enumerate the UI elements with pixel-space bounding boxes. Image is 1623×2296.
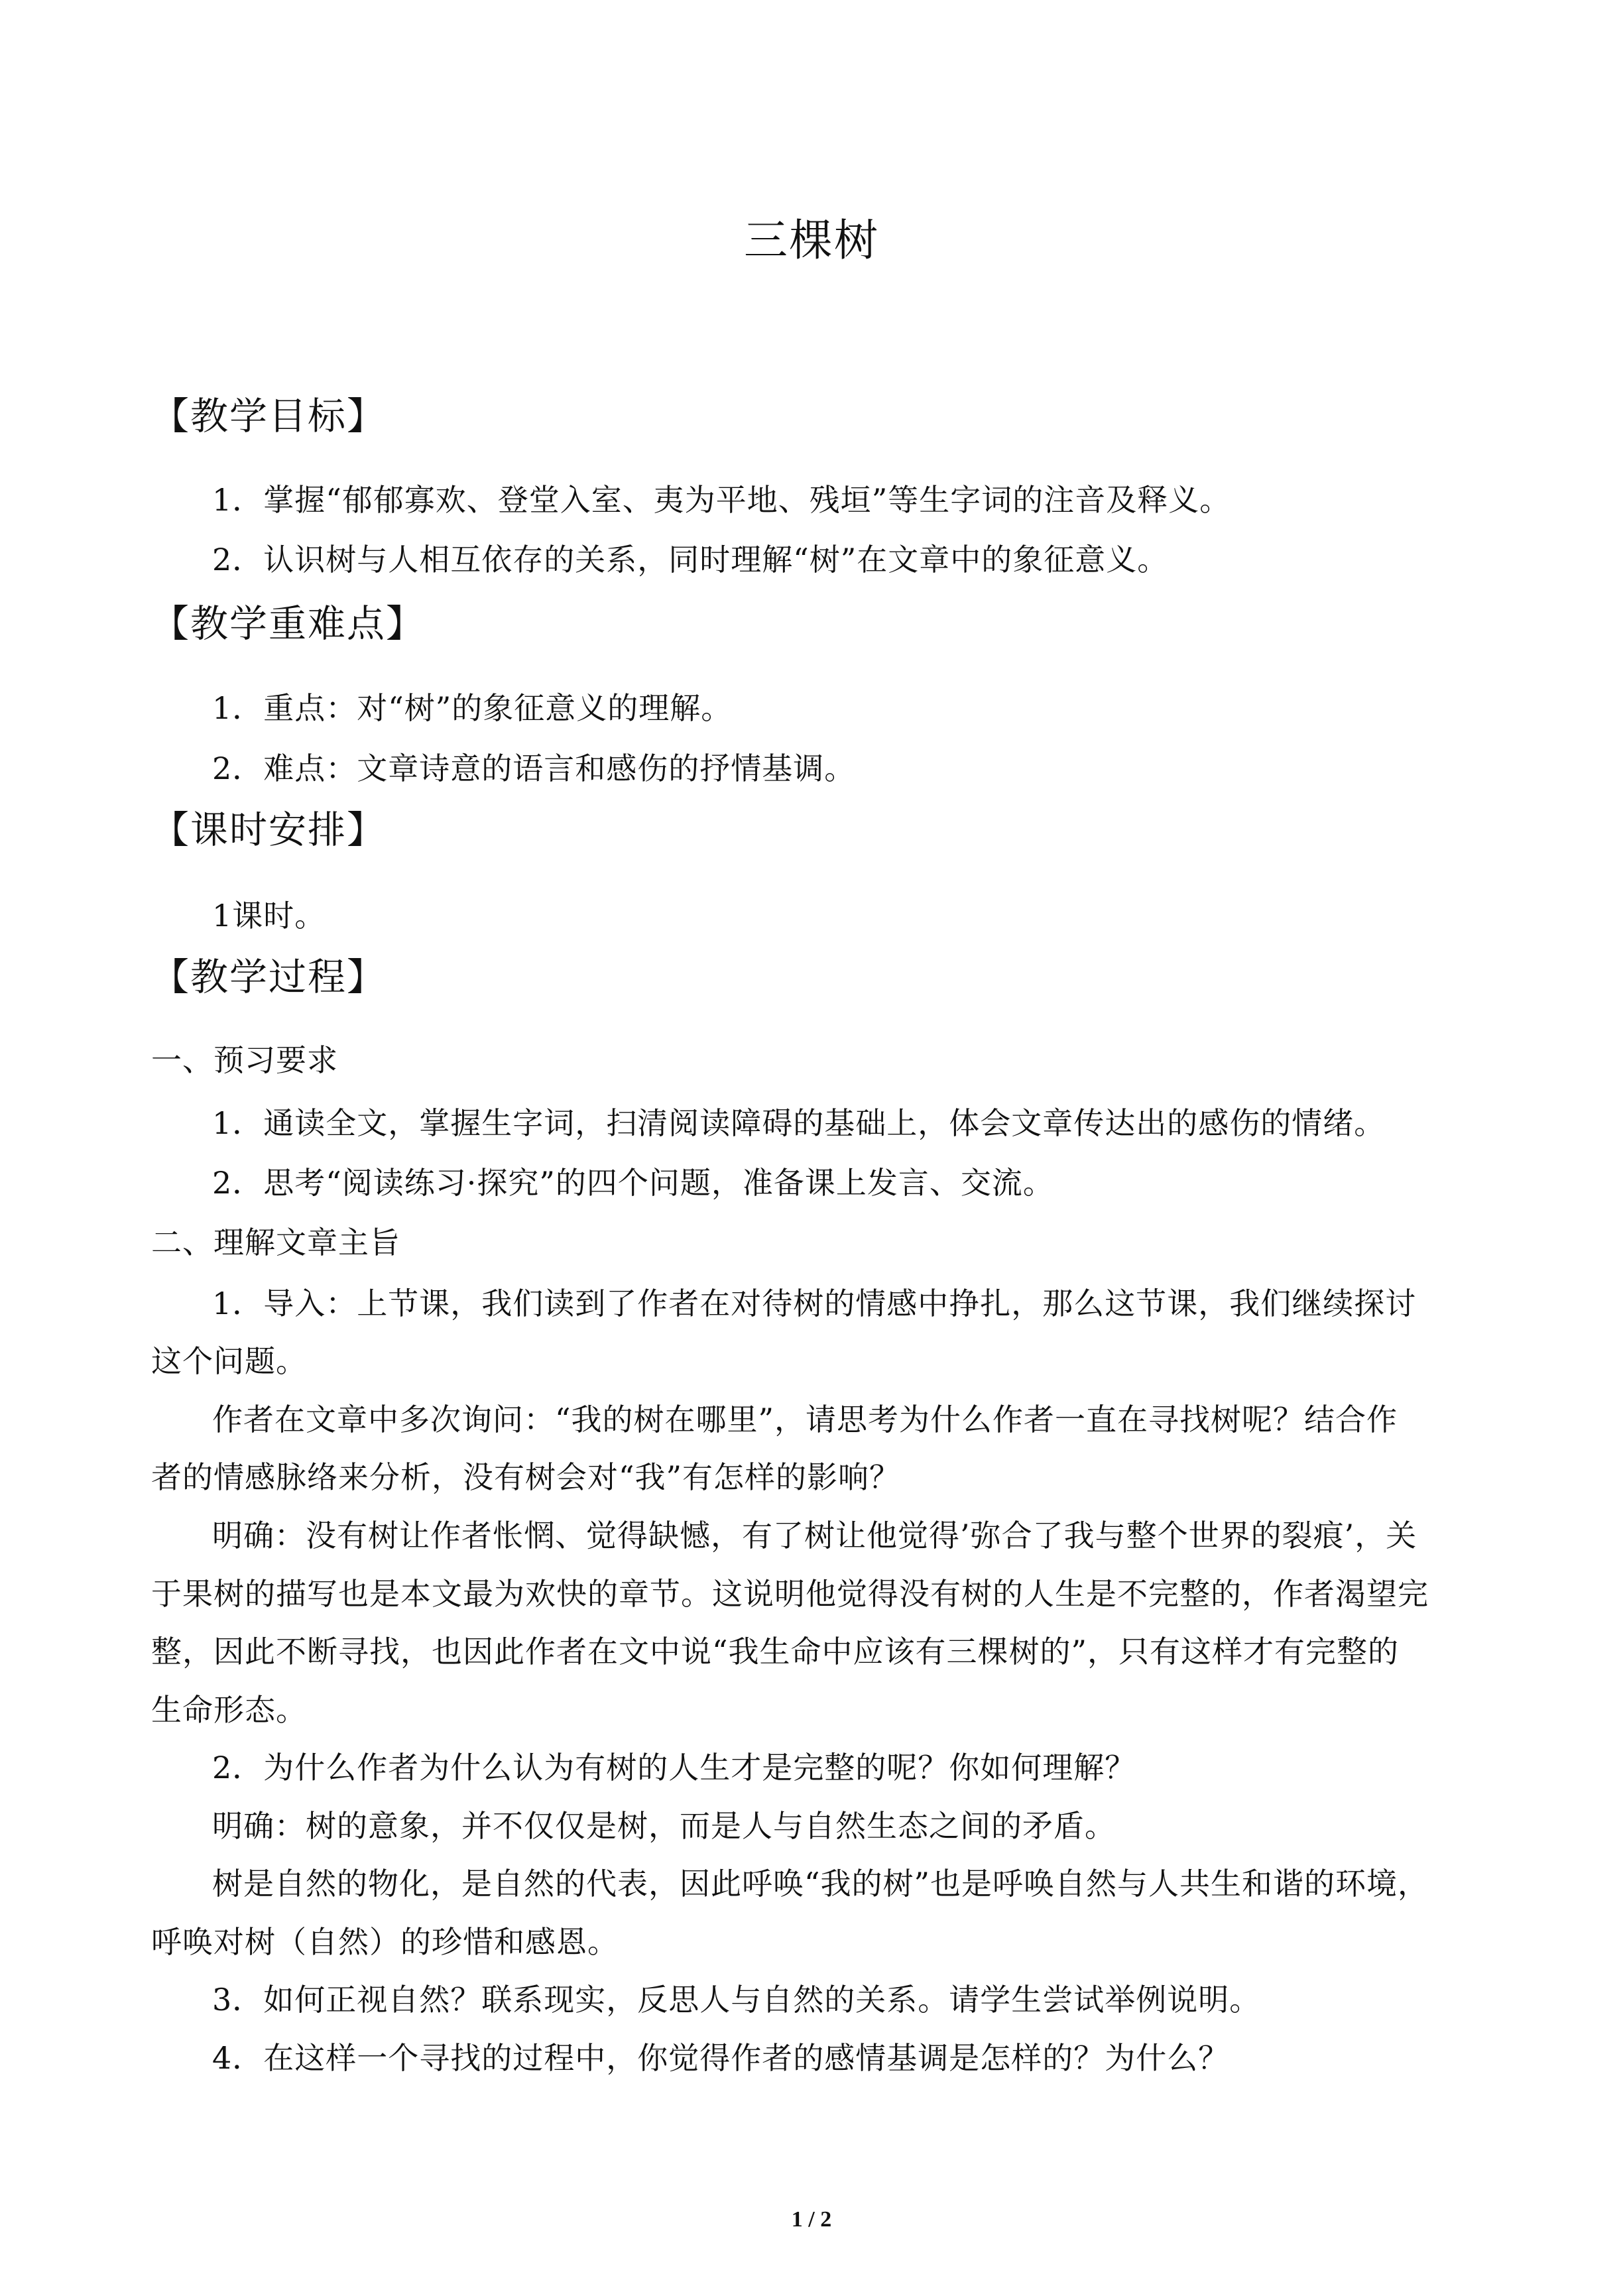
paragraph-line: 1．导入：上节课，我们读到了作者在对待树的情感中挣扎，那么这节课，我们继续探讨 xyxy=(212,1286,1417,1321)
paragraph-line: 2．为什么作者为什么认为有树的人生才是完整的呢？你如何理解？ xyxy=(212,1750,1136,1785)
preview-item-2: 2．思考“阅读练习·探究”的四个问题，准备课上发言、交流。 xyxy=(212,1165,1054,1201)
key-point-item-2: 2．难点：文章诗意的语言和感伤的抒情基调。 xyxy=(212,751,856,786)
paragraph-line: 于果树的描写也是本文最为欢快的章节。这说明他觉得没有树的人生是不完整的，作者渴望完 xyxy=(151,1576,1429,1612)
objective-item-2: 2．认识树与人相互依存的关系，同时理解“树”在文章中的象征意义。 xyxy=(212,542,1169,577)
paragraph-line: 明确：树的意象，并不仅仅是树，而是人与自然生态之间的矛盾。 xyxy=(212,1808,1116,1844)
paragraph-line: 明确：没有树让作者怅惘、觉得缺憾，有了树让他觉得’弥合了我与整个世界的裂痕’，关 xyxy=(212,1518,1417,1553)
paragraph-line: 这个问题。 xyxy=(151,1343,307,1379)
document-title: 三棵树 xyxy=(744,215,879,266)
section-preview-requirements: 一、预习要求 xyxy=(151,1042,338,1078)
schedule-text: 1课时。 xyxy=(212,898,326,934)
paragraph-line: 者的情感脉络来分析，没有树会对“我”有怎样的影响？ xyxy=(151,1459,901,1495)
objective-item-1: 1．掌握“郁郁寡欢、登堂入室、夷为平地、残垣”等生字词的注音及释义。 xyxy=(212,482,1231,518)
paragraph-line: 4．在这样一个寻找的过程中，你觉得作者的感情基调是怎样的？为什么？ xyxy=(212,2040,1230,2076)
preview-item-1: 1．通读全文，掌握生字词，扫清阅读障碍的基础上，体会文章传达出的感伤的情绪。 xyxy=(212,1105,1386,1141)
heading-class-schedule: 【课时安排】 xyxy=(151,808,386,852)
heading-teaching-process: 【教学过程】 xyxy=(151,955,386,999)
paragraph-line: 生命形态。 xyxy=(151,1692,307,1728)
heading-key-points: 【教学重难点】 xyxy=(151,602,425,646)
paragraph-line: 呼唤对树（自然）的珍惜和感恩。 xyxy=(151,1924,619,1960)
key-point-item-1: 1．重点：对“树”的象征意义的理解。 xyxy=(212,690,733,726)
paragraph-line: 作者在文章中多次询问：“我的树在哪里”，请思考为什么作者一直在寻找树呢？结合作 xyxy=(212,1402,1398,1437)
paragraph-line: 树是自然的物化，是自然的代表，因此呼唤“我的树”也是呼唤自然与人共生和谐的环境， xyxy=(212,1866,1429,1902)
page-number: 1 / 2 xyxy=(791,2207,832,2232)
section-main-idea: 二、理解文章主旨 xyxy=(151,1225,400,1260)
heading-teaching-objectives: 【教学目标】 xyxy=(151,394,386,438)
paragraph-line: 3．如何正视自然？联系现实，反思人与自然的关系。请学生尝试举例说明。 xyxy=(212,1982,1261,2018)
paragraph-line: 整，因此不断寻找，也因此作者在文中说“我生命中应该有三棵树的”，只有这样才有完整的 xyxy=(151,1634,1400,1669)
